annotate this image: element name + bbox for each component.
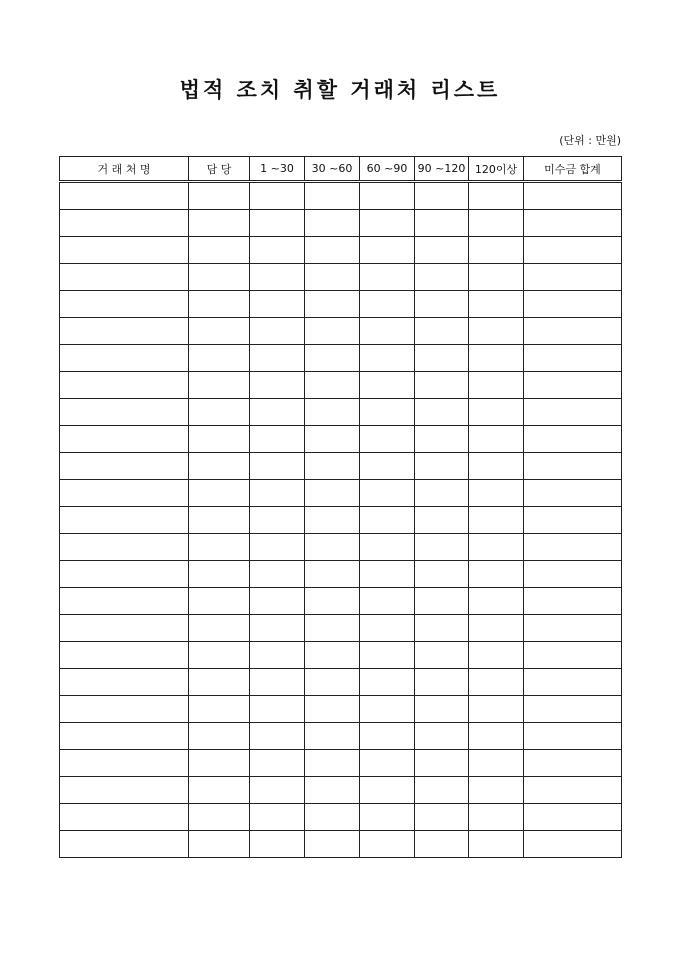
table-cell[interactable] xyxy=(415,804,469,831)
table-row xyxy=(60,561,622,588)
table-cell[interactable] xyxy=(189,804,250,831)
table-row xyxy=(60,291,622,318)
table-cell[interactable] xyxy=(189,588,250,615)
table-cell[interactable] xyxy=(524,291,622,318)
table-cell[interactable] xyxy=(305,264,360,291)
table-cell[interactable] xyxy=(415,669,469,696)
table-cell[interactable] xyxy=(250,561,305,588)
table-cell[interactable] xyxy=(305,318,360,345)
table-cell[interactable] xyxy=(60,723,189,750)
table-cell[interactable] xyxy=(469,750,524,777)
table-cell[interactable] xyxy=(524,480,622,507)
table-cell[interactable] xyxy=(189,750,250,777)
table-cell[interactable] xyxy=(469,237,524,264)
table-cell[interactable] xyxy=(469,777,524,804)
table-cell[interactable] xyxy=(60,804,189,831)
table-cell[interactable] xyxy=(469,372,524,399)
table-cell[interactable] xyxy=(60,182,189,210)
table-cell[interactable] xyxy=(189,345,250,372)
table-cell[interactable] xyxy=(60,453,189,480)
table-cell[interactable] xyxy=(60,669,189,696)
table-cell[interactable] xyxy=(305,237,360,264)
table-cell[interactable] xyxy=(524,696,622,723)
table-cell[interactable] xyxy=(305,507,360,534)
table-cell[interactable] xyxy=(250,750,305,777)
table-row xyxy=(60,831,622,858)
table-cell[interactable] xyxy=(189,399,250,426)
table-cell[interactable] xyxy=(189,615,250,642)
table-cell[interactable] xyxy=(250,696,305,723)
table-cell[interactable] xyxy=(189,561,250,588)
table-cell[interactable] xyxy=(305,480,360,507)
table-cell[interactable] xyxy=(305,210,360,237)
client-list-table xyxy=(59,156,622,858)
table-cell[interactable] xyxy=(360,615,415,642)
table-row xyxy=(60,210,622,237)
table-cell[interactable] xyxy=(415,182,469,210)
table-cell[interactable] xyxy=(469,453,524,480)
document-title: 법적 조치 취할 거래처 리스트 xyxy=(179,77,501,102)
table-cell[interactable] xyxy=(305,534,360,561)
table-cell[interactable] xyxy=(415,399,469,426)
table-cell[interactable] xyxy=(524,777,622,804)
table-cell[interactable] xyxy=(360,588,415,615)
table-cell[interactable] xyxy=(415,507,469,534)
table-cell[interactable] xyxy=(360,453,415,480)
table-cell[interactable] xyxy=(360,696,415,723)
table-cell[interactable] xyxy=(305,345,360,372)
table-cell[interactable] xyxy=(250,264,305,291)
table-cell[interactable] xyxy=(469,804,524,831)
table-cell[interactable] xyxy=(250,426,305,453)
table-cell[interactable] xyxy=(469,615,524,642)
table-body xyxy=(60,182,622,858)
table-cell[interactable] xyxy=(250,318,305,345)
table-cell[interactable] xyxy=(360,831,415,858)
table-cell[interactable] xyxy=(250,534,305,561)
table-row xyxy=(60,534,622,561)
table-cell[interactable] xyxy=(60,831,189,858)
table-cell[interactable] xyxy=(305,182,360,210)
table-cell[interactable] xyxy=(360,804,415,831)
table-cell[interactable] xyxy=(469,399,524,426)
table-cell[interactable] xyxy=(250,480,305,507)
table-cell[interactable] xyxy=(60,237,189,264)
table-cell[interactable] xyxy=(360,345,415,372)
unit-note: (단위 : 만원) xyxy=(559,134,621,147)
table-cell[interactable] xyxy=(305,804,360,831)
table-cell[interactable] xyxy=(524,831,622,858)
table-cell[interactable] xyxy=(305,642,360,669)
table-cell[interactable] xyxy=(524,372,622,399)
table-row xyxy=(60,588,622,615)
table-cell[interactable] xyxy=(189,723,250,750)
table-row xyxy=(60,480,622,507)
table-cell[interactable] xyxy=(415,318,469,345)
table-cell[interactable] xyxy=(360,642,415,669)
table-cell[interactable] xyxy=(305,777,360,804)
table-cell[interactable] xyxy=(524,507,622,534)
table-cell[interactable] xyxy=(189,642,250,669)
table-cell[interactable] xyxy=(360,182,415,210)
table-cell[interactable] xyxy=(360,399,415,426)
table-cell[interactable] xyxy=(524,804,622,831)
table-row xyxy=(60,669,622,696)
table-cell[interactable] xyxy=(524,534,622,561)
table-cell[interactable] xyxy=(189,777,250,804)
table-cell[interactable] xyxy=(60,210,189,237)
table-cell[interactable] xyxy=(469,642,524,669)
table-cell[interactable] xyxy=(250,723,305,750)
table-cell[interactable] xyxy=(250,372,305,399)
table-row xyxy=(60,804,622,831)
table-cell[interactable] xyxy=(60,750,189,777)
table-cell[interactable] xyxy=(469,264,524,291)
table-cell[interactable] xyxy=(415,534,469,561)
table-cell[interactable] xyxy=(305,426,360,453)
table-cell[interactable] xyxy=(469,426,524,453)
table-cell[interactable] xyxy=(415,210,469,237)
table-cell[interactable] xyxy=(250,237,305,264)
table-cell[interactable] xyxy=(250,345,305,372)
table-cell[interactable] xyxy=(305,588,360,615)
table-cell[interactable] xyxy=(524,318,622,345)
table-cell[interactable] xyxy=(189,264,250,291)
table-cell[interactable] xyxy=(189,182,250,210)
table-row xyxy=(60,507,622,534)
table-cell[interactable] xyxy=(250,669,305,696)
table-cell[interactable] xyxy=(415,642,469,669)
table-row xyxy=(60,426,622,453)
table-cell[interactable] xyxy=(524,453,622,480)
table-cell[interactable] xyxy=(524,588,622,615)
table-row xyxy=(60,182,622,210)
column-header-30-60: 30 ~60 xyxy=(305,157,360,182)
table-cell[interactable] xyxy=(524,615,622,642)
table-cell[interactable] xyxy=(469,534,524,561)
table-cell[interactable] xyxy=(360,507,415,534)
table-row xyxy=(60,318,622,345)
table-cell[interactable] xyxy=(60,615,189,642)
table-cell[interactable] xyxy=(360,264,415,291)
table-cell[interactable] xyxy=(360,777,415,804)
table-cell[interactable] xyxy=(305,831,360,858)
table-cell[interactable] xyxy=(415,615,469,642)
table-cell[interactable] xyxy=(469,831,524,858)
table-cell[interactable] xyxy=(60,534,189,561)
table-cell[interactable] xyxy=(360,480,415,507)
table-row xyxy=(60,723,622,750)
table-cell[interactable] xyxy=(305,291,360,318)
table-cell[interactable] xyxy=(250,588,305,615)
table-cell[interactable] xyxy=(189,210,250,237)
table-cell[interactable] xyxy=(60,696,189,723)
table-cell[interactable] xyxy=(360,210,415,237)
table-cell[interactable] xyxy=(250,210,305,237)
table-cell[interactable] xyxy=(415,696,469,723)
table-cell[interactable] xyxy=(305,615,360,642)
table-row xyxy=(60,615,622,642)
table-cell[interactable] xyxy=(360,372,415,399)
table-cell[interactable] xyxy=(360,291,415,318)
table-cell[interactable] xyxy=(189,669,250,696)
table-cell[interactable] xyxy=(250,507,305,534)
table-cell[interactable] xyxy=(469,669,524,696)
table-cell[interactable] xyxy=(305,372,360,399)
table-cell[interactable] xyxy=(305,561,360,588)
column-header-1-30: 1 ~30 xyxy=(250,157,305,182)
table-cell[interactable] xyxy=(469,480,524,507)
table-cell[interactable] xyxy=(415,345,469,372)
table-cell[interactable] xyxy=(250,291,305,318)
table-row xyxy=(60,399,622,426)
table-row xyxy=(60,750,622,777)
table-cell[interactable] xyxy=(60,372,189,399)
table-cell[interactable] xyxy=(469,561,524,588)
column-header-90-120: 90 ~120 xyxy=(415,157,469,182)
table-cell[interactable] xyxy=(189,372,250,399)
table-cell[interactable] xyxy=(189,831,250,858)
table-cell[interactable] xyxy=(469,318,524,345)
table-cell[interactable] xyxy=(250,615,305,642)
table-cell[interactable] xyxy=(189,426,250,453)
table-cell[interactable] xyxy=(305,750,360,777)
table-cell[interactable] xyxy=(60,507,189,534)
table-cell[interactable] xyxy=(305,399,360,426)
table-cell[interactable] xyxy=(469,210,524,237)
table-cell[interactable] xyxy=(189,453,250,480)
column-header-60-90: 60 ~90 xyxy=(360,157,415,182)
table-cell[interactable] xyxy=(60,777,189,804)
table-cell[interactable] xyxy=(189,507,250,534)
table-cell[interactable] xyxy=(360,534,415,561)
table-cell[interactable] xyxy=(415,480,469,507)
table-cell[interactable] xyxy=(524,210,622,237)
table-row xyxy=(60,642,622,669)
table-cell[interactable] xyxy=(469,507,524,534)
table-cell[interactable] xyxy=(415,237,469,264)
table-cell[interactable] xyxy=(60,318,189,345)
table-cell[interactable] xyxy=(60,588,189,615)
table-cell[interactable] xyxy=(305,696,360,723)
table-cell[interactable] xyxy=(250,453,305,480)
column-header-manager: 담 당 xyxy=(189,157,250,182)
table-cell[interactable] xyxy=(305,669,360,696)
table-cell[interactable] xyxy=(415,426,469,453)
table-cell[interactable] xyxy=(189,318,250,345)
table-cell[interactable] xyxy=(415,777,469,804)
table-row xyxy=(60,777,622,804)
table-cell[interactable] xyxy=(60,426,189,453)
table-cell[interactable] xyxy=(524,426,622,453)
table-cell[interactable] xyxy=(415,588,469,615)
table-cell[interactable] xyxy=(250,182,305,210)
table-cell[interactable] xyxy=(415,372,469,399)
table-cell[interactable] xyxy=(524,669,622,696)
table-cell[interactable] xyxy=(524,237,622,264)
table-cell[interactable] xyxy=(469,291,524,318)
table-cell[interactable] xyxy=(189,480,250,507)
table-row xyxy=(60,453,622,480)
table-cell[interactable] xyxy=(250,399,305,426)
table-row xyxy=(60,696,622,723)
table-cell[interactable] xyxy=(469,723,524,750)
table-cell[interactable] xyxy=(189,696,250,723)
table-header-row xyxy=(60,157,622,182)
table-cell[interactable] xyxy=(60,480,189,507)
table-cell[interactable] xyxy=(189,534,250,561)
table-cell[interactable] xyxy=(524,345,622,372)
table-cell[interactable] xyxy=(524,399,622,426)
column-header-receivable-total: 미수금 합계 xyxy=(524,157,622,182)
table-cell[interactable] xyxy=(250,642,305,669)
table-cell[interactable] xyxy=(360,750,415,777)
table-cell[interactable] xyxy=(415,561,469,588)
table-cell[interactable] xyxy=(360,318,415,345)
table-row xyxy=(60,372,622,399)
table-cell[interactable] xyxy=(360,669,415,696)
table-row xyxy=(60,264,622,291)
table-cell[interactable] xyxy=(415,291,469,318)
table-row xyxy=(60,345,622,372)
table-cell[interactable] xyxy=(305,453,360,480)
table-cell[interactable] xyxy=(469,345,524,372)
table-cell[interactable] xyxy=(524,182,622,210)
table-cell[interactable] xyxy=(60,264,189,291)
table-cell[interactable] xyxy=(60,291,189,318)
table-cell[interactable] xyxy=(360,561,415,588)
table-cell[interactable] xyxy=(469,696,524,723)
table-cell[interactable] xyxy=(250,777,305,804)
table-cell[interactable] xyxy=(415,453,469,480)
table-cell[interactable] xyxy=(415,723,469,750)
table-cell[interactable] xyxy=(189,237,250,264)
table-cell[interactable] xyxy=(469,182,524,210)
table-cell[interactable] xyxy=(524,264,622,291)
table-cell[interactable] xyxy=(415,831,469,858)
table-cell[interactable] xyxy=(469,588,524,615)
table-cell[interactable] xyxy=(60,561,189,588)
column-header-over-120: 120이상 xyxy=(469,157,524,182)
table-cell[interactable] xyxy=(524,723,622,750)
table-cell[interactable] xyxy=(250,831,305,858)
table-cell[interactable] xyxy=(60,399,189,426)
table-cell[interactable] xyxy=(524,642,622,669)
table-cell[interactable] xyxy=(415,264,469,291)
table-cell[interactable] xyxy=(524,750,622,777)
table-cell[interactable] xyxy=(415,750,469,777)
column-header-client-name: 거 래 처 명 xyxy=(60,157,189,182)
table-cell[interactable] xyxy=(60,345,189,372)
table-cell[interactable] xyxy=(524,561,622,588)
table-row xyxy=(60,237,622,264)
table-cell[interactable] xyxy=(305,723,360,750)
table-cell[interactable] xyxy=(189,291,250,318)
table-cell[interactable] xyxy=(360,723,415,750)
table-cell[interactable] xyxy=(360,426,415,453)
table-cell[interactable] xyxy=(60,642,189,669)
table-cell[interactable] xyxy=(250,804,305,831)
table-cell[interactable] xyxy=(360,237,415,264)
